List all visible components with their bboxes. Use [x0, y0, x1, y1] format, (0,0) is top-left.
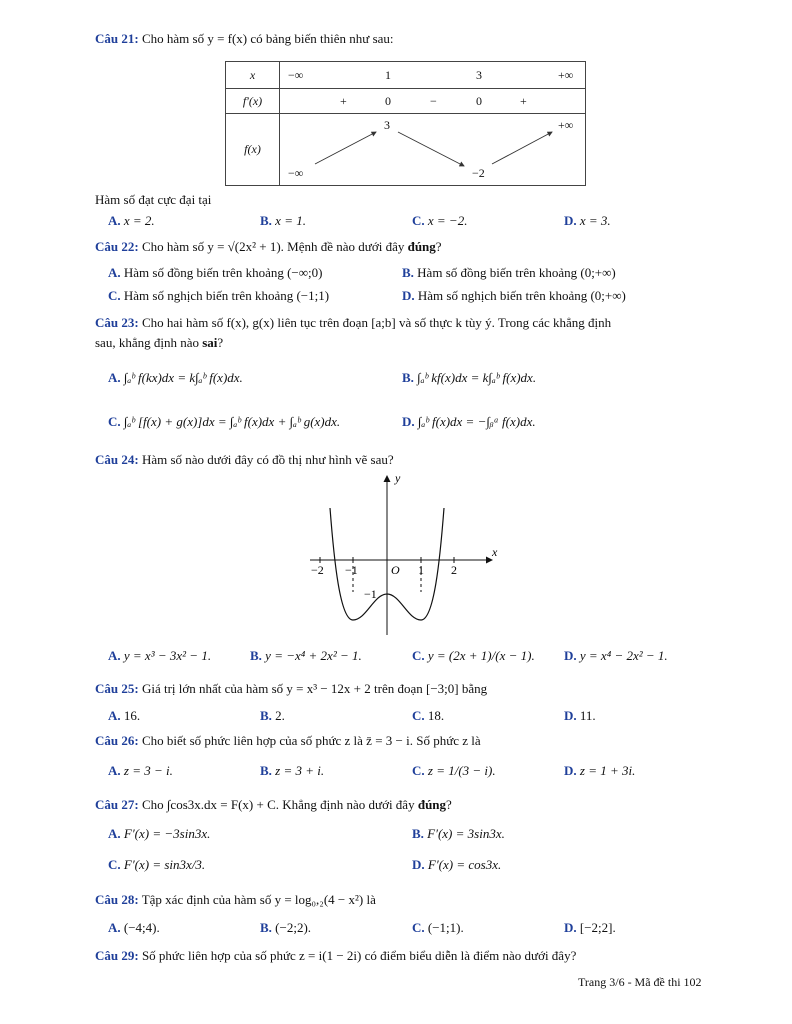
- row-f-label: f(x): [226, 114, 280, 186]
- f-val: +∞: [558, 118, 574, 132]
- option-a[interactable]: A. F′(x) = −3sin3x.: [108, 826, 211, 841]
- option-a[interactable]: A. x = 2.: [108, 213, 155, 228]
- question-label: Câu 26:: [95, 733, 139, 748]
- option-a[interactable]: A. 16.: [108, 708, 141, 723]
- option-b[interactable]: B. Hàm số đồng biến trên khoảng (0;+∞): [402, 265, 616, 280]
- row-x-label: x: [226, 62, 280, 89]
- question-text-end: ?: [217, 335, 224, 350]
- question-29: [95, 948, 576, 964]
- x-val: 3: [476, 68, 482, 82]
- row-fp-values: [280, 89, 586, 114]
- row-fp-label: f′(x): [226, 89, 280, 114]
- option-d[interactable]: D. y = x⁴ − 2x² − 1.: [564, 648, 668, 663]
- question-label: Câu 27:: [95, 797, 139, 812]
- option-d[interactable]: D. x = 3.: [564, 213, 611, 228]
- option-c[interactable]: C. Hàm số nghịch biến trên khoảng (−1;1): [108, 288, 330, 303]
- f-val: 3: [384, 118, 390, 132]
- tick-label: −1: [345, 563, 358, 577]
- option-d[interactable]: D. [−2;2].: [564, 920, 616, 935]
- f-val: −∞: [288, 166, 304, 180]
- x-val: 1: [385, 68, 391, 82]
- question-28: [95, 892, 376, 908]
- question-23: [95, 315, 611, 331]
- option-a[interactable]: A. ∫ₐᵇ f(kx)dx = k∫ₐᵇ f(x)dx.: [108, 370, 243, 385]
- question-text: Tập xác định của hàm số y = log₀,₂(4 − x²) là: [141, 892, 376, 907]
- sign: −: [430, 94, 437, 108]
- question-label: Câu 23:: [95, 315, 139, 330]
- question-21: [95, 31, 394, 47]
- option-d[interactable]: D. z = 1 + 3i.: [564, 763, 636, 778]
- axis-x-label: x: [492, 545, 498, 559]
- question-text: sau, khẳng định nào: [95, 335, 203, 350]
- x-val: +∞: [558, 68, 574, 82]
- option-d[interactable]: D. ∫ₐᵇ f(x)dx = −∫ᵦᵃ f(x)dx.: [402, 414, 536, 429]
- option-b[interactable]: B. ∫ₐᵇ kf(x)dx = k∫ₐᵇ f(x)dx.: [402, 370, 537, 385]
- sign: +: [520, 94, 527, 108]
- question-text: Cho biết số phức liên hợp của số phức z là z̄ = 3 − i. Số phức z là: [141, 733, 481, 748]
- option-d[interactable]: D. 11.: [564, 708, 596, 723]
- question-label: Câu 22:: [95, 239, 139, 254]
- question-label: Câu 29:: [95, 948, 139, 963]
- question-text: Cho ∫cos3x.dx = F(x) + C. Khẳng định nào dưới đây: [141, 797, 418, 812]
- question-25: [95, 681, 487, 697]
- question-emphasis: đúng: [407, 239, 436, 254]
- question-text: Cho hàm số y = f(x) có bảng biến thiên như sau:: [141, 31, 394, 46]
- question-label: Câu 25:: [95, 681, 139, 696]
- sign: +: [340, 94, 347, 108]
- arrow-down-icon: [398, 132, 464, 166]
- sign: 0: [385, 94, 391, 108]
- question-text-end: ?: [435, 239, 442, 254]
- question-label: Câu 28:: [95, 892, 139, 907]
- option-b[interactable]: B. 2.: [260, 708, 285, 723]
- variation-arrows: [280, 114, 586, 186]
- sign: 0: [476, 94, 482, 108]
- question-text: Cho hai hàm số f(x), g(x) liên tục trên đoạn [a;b] và số thực k tùy ý. Trong các khẳng định: [141, 315, 612, 330]
- option-b[interactable]: B. F′(x) = 3sin3x.: [412, 826, 505, 841]
- f-val: −2: [472, 166, 485, 180]
- question-text-end: ?: [446, 797, 452, 812]
- question-22: [95, 239, 442, 255]
- question-23-line2: [95, 335, 223, 351]
- tick-label: −2: [311, 563, 324, 577]
- question-27: [95, 797, 452, 813]
- option-c[interactable]: C. y = (2x + 1)/(x − 1).: [412, 648, 535, 663]
- option-c[interactable]: C. x = −2.: [412, 213, 468, 228]
- option-a[interactable]: A. Hàm số đồng biến trên khoảng (−∞;0): [108, 265, 323, 280]
- question-26: [95, 733, 481, 749]
- option-c[interactable]: C. (−1;1).: [412, 920, 464, 935]
- option-d[interactable]: D. Hàm số nghịch biến trên khoảng (0;+∞): [402, 288, 626, 303]
- question-emphasis: đúng: [417, 797, 447, 812]
- question-24: [95, 452, 394, 468]
- origin-label: O: [391, 563, 400, 577]
- option-c[interactable]: C. F′(x) = sin3x/3.: [108, 857, 206, 872]
- arrow-up-icon: [315, 132, 376, 164]
- function-graph: [300, 470, 505, 640]
- y-tick-label: −1: [364, 587, 377, 601]
- question-text: Hàm số nào dưới đây có đồ thị như hình vẽ sau?: [141, 452, 394, 467]
- question-label: Câu 24:: [95, 452, 139, 467]
- option-b[interactable]: B. y = −x⁴ + 2x² − 1.: [250, 648, 362, 663]
- variation-table: [225, 61, 586, 186]
- question-stem: Hàm số đạt cực đại tại: [95, 192, 212, 207]
- question-label: Câu 21:: [95, 31, 139, 46]
- option-d[interactable]: D. F′(x) = cos3x.: [412, 857, 502, 872]
- option-b[interactable]: B. z = 3 + i.: [260, 763, 325, 778]
- option-c[interactable]: C. z = 1/(3 − i).: [412, 763, 496, 778]
- option-a[interactable]: A. z = 3 − i.: [108, 763, 173, 778]
- page-footer: Trang 3/6 - Mã đề thi 102: [578, 975, 702, 989]
- axis-y-label: y: [395, 471, 401, 485]
- row-x-values: [280, 62, 586, 89]
- option-a[interactable]: A. (−4;4).: [108, 920, 160, 935]
- question-text: Giá trị lớn nhất của hàm số y = x³ − 12x + 2 trên đoạn [−3;0] bằng: [141, 681, 488, 696]
- option-a[interactable]: A. y = x³ − 3x² − 1.: [108, 648, 212, 663]
- tick-label: 2: [451, 563, 457, 577]
- arrow-up-icon: [492, 132, 552, 164]
- question-text: Cho hàm số y = √(2x² + 1). Mệnh đề nào dưới đây: [141, 239, 408, 254]
- option-b[interactable]: B. (−2;2).: [260, 920, 312, 935]
- option-c[interactable]: C. 18.: [412, 708, 445, 723]
- question-text: Số phức liên hợp của số phức z = i(1 − 2i) có điểm biểu diễn là điểm nào dưới đây?: [141, 948, 577, 963]
- x-val: −∞: [288, 68, 304, 82]
- option-b[interactable]: B. x = 1.: [260, 213, 306, 228]
- row-f-values: [280, 114, 586, 186]
- question-emphasis: sai: [202, 335, 218, 350]
- tick-label: 1: [418, 563, 424, 577]
- option-c[interactable]: C. ∫ₐᵇ [f(x) + g(x)]dx = ∫ₐᵇ f(x)dx + ∫ₐᵇ g(x)dx.: [108, 414, 341, 429]
